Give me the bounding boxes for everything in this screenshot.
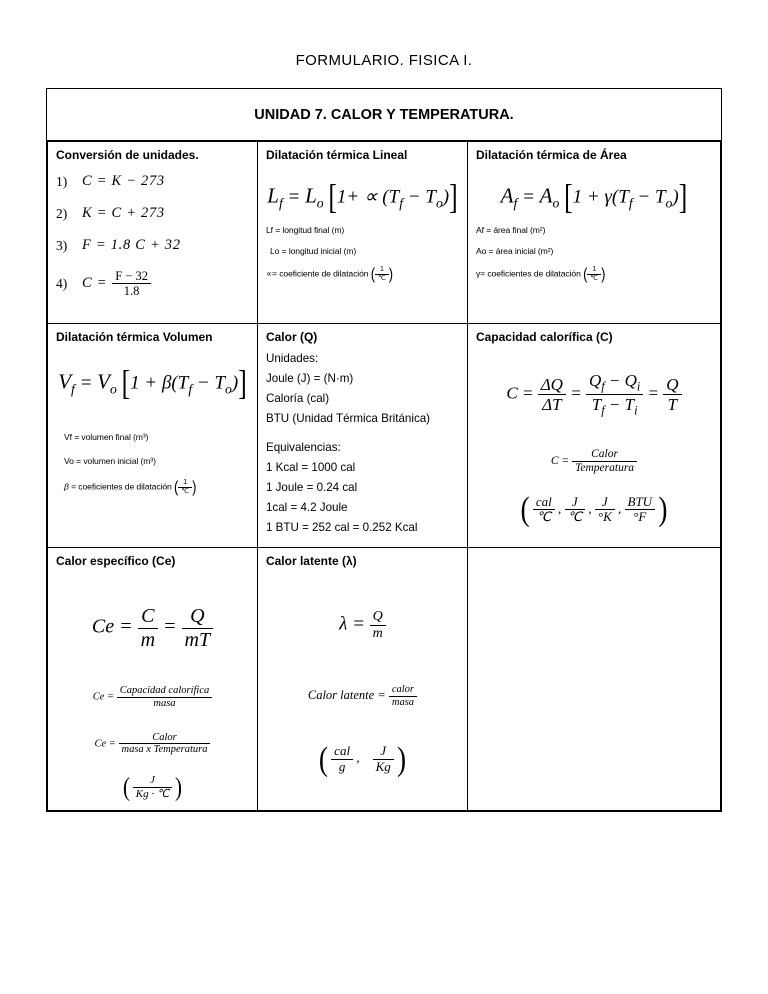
cell-conversion-de-unidades	[48, 142, 258, 324]
item-number: 2)	[56, 205, 68, 221]
units-capacidad: ( $\frac{\text{cal}}{℃}$ , $\frac{J}{℃}$ , $\frac{J}{^\circ K}$ , $\frac{\text{BTU}}{^\circ F}$ )	[520, 490, 668, 528]
fraction: $\frac{Q_f - Q_i}{T_f - T_i}$	[586, 371, 643, 418]
cell-title-conversion: Conversión de unidades.	[56, 148, 199, 162]
item-equation-lhs: C =	[82, 275, 108, 291]
item-number: 3)	[56, 237, 68, 253]
legend-area	[476, 224, 712, 283]
fraction: $\frac{Q}{T}$	[663, 375, 681, 414]
cell-dilatacion-lineal	[257, 142, 467, 324]
line-blank	[266, 429, 459, 438]
fraction: $\frac{1}{℃}$	[587, 266, 601, 283]
units-especifico: ( $\frac{J}{Kg \cdot ℃}$ )	[123, 771, 182, 802]
legend-line: Ao = área inicial (m²)	[475, 246, 554, 257]
fraction: $\frac{\text{cal}}{℃}$	[533, 495, 555, 525]
line: 1 Kcal = 1000 cal	[265, 460, 356, 474]
table-row	[48, 142, 721, 324]
cell-calor-especifico	[48, 548, 258, 810]
fraction-denominator: 1.8	[112, 283, 151, 298]
line: 1 Joule = 0.24 cal	[265, 480, 358, 494]
item-equation: C = K − 273	[82, 173, 165, 189]
cell-title-volumen: Dilatación térmica Volumen	[56, 330, 213, 344]
formulary-table	[46, 88, 722, 812]
cell-title-capacidad: Capacidad calorífica (C)	[475, 330, 613, 344]
fraction: $\frac{J}{Kg \cdot ℃}$	[133, 774, 172, 800]
legend-line: Af = área final (m²)	[475, 225, 546, 236]
fraction	[112, 269, 151, 298]
fraction: $\frac{\text{cal}}{g}$	[331, 744, 353, 774]
fraction: $\frac{J}{℃}$	[565, 495, 586, 525]
fraction: $\frac{\text{Calor}}{\text{Temperatura}}$	[572, 448, 637, 475]
legend-line: Lo = longitud inicial (m)	[269, 246, 357, 257]
fraction: $\frac{\text{Capacidad calorífica}}{\text{masa}}$	[117, 685, 213, 710]
legend-volumen	[64, 431, 249, 496]
unit-header: UNIDAD 7. CALOR Y TEMPERATURA.	[47, 89, 721, 141]
fraction: $\frac{Q}{m}$	[370, 609, 386, 641]
cell-title-especifico: Calor específico (Ce)	[56, 554, 176, 569]
fraction: $\frac{\text{Calor}}{\text{masa x Temperatura}}$	[119, 732, 211, 757]
units-latente: ( $\frac{\text{cal}}{g}$ , $\frac{J}{Kg}$ )	[318, 739, 407, 778]
cell-dilatacion-area	[467, 142, 720, 324]
table-row	[48, 548, 721, 810]
formula-latente-2: Calor latente = $\frac{\text{calor}}{\text{masa}}$	[266, 684, 459, 709]
formula-volumen: $V_f = V_o$ $[1 + \beta(T_f - T_o)]$	[58, 363, 247, 403]
line: Unidades:	[265, 352, 319, 365]
cell-title-latente: Calor latente (λ)	[265, 554, 357, 569]
item-equation: K = C + 273	[82, 205, 165, 221]
list-item	[56, 269, 249, 298]
formula-capacidad: C = $\frac{\Delta Q}{\Delta T}$ = $\frac{Q_f - Q_i}{T_f - T_i}$ = $\frac{Q}{T}$	[476, 371, 712, 418]
list-item	[56, 173, 249, 190]
cell-calor-latente	[257, 548, 467, 810]
fraction: $\frac{\text{BTU}}{^\circ F}$	[625, 495, 656, 525]
formula-area: $A_f = A_o$ $[1 + \gamma(T_f - T_o)]$	[500, 177, 688, 217]
legend-line: β = coeficientes de dilatación ( $\frac{1}{℃}$ )	[64, 477, 197, 496]
table-row	[48, 324, 721, 548]
item-number: 1)	[56, 173, 68, 189]
line: Caloría (cal)	[265, 391, 330, 405]
legend-lineal	[266, 224, 459, 283]
legend-line: ∝= coeficiente de dilatación ( $\frac{1}{℃}$ )	[265, 264, 393, 283]
fraction-numerator: F − 32	[115, 269, 148, 283]
list-item	[56, 205, 249, 222]
legend-line: Vo = volumen inicial (m³)	[64, 456, 156, 467]
fraction: $\frac{J}{Kg}$	[373, 744, 394, 774]
formula-lineal: $L_f = L_o$ $[1+ \propto (T_f - T_o)]$	[267, 177, 458, 217]
formula-latente: λ = $\frac{Q}{m}$	[266, 609, 459, 641]
formula-especifico-3: Ce = $\frac{\text{Calor}}{\text{masa x Temperatura}}$	[56, 732, 249, 757]
legend-line: Lf = longitud final (m)	[265, 225, 345, 236]
page-title: FORMULARIO. FISICA I.	[295, 52, 473, 69]
fraction: $\frac{Q}{mT}$	[182, 605, 214, 651]
line: Joule (J) = (N·m)	[265, 371, 354, 385]
item-number: 4)	[56, 275, 68, 291]
fraction: $\frac{C}{m}$	[138, 605, 158, 651]
cell-empty	[467, 548, 720, 810]
legend-line: Vf = volumen final (m³)	[64, 432, 149, 443]
fraction: $\frac{1}{℃}$	[375, 266, 389, 283]
cell-title-lineal: Dilatación térmica Lineal	[265, 148, 408, 162]
calor-lines	[266, 349, 459, 537]
line: 1 BTU = 252 cal = 0.252 Kcal	[265, 520, 418, 534]
fraction: $\frac{\Delta Q}{\Delta T}$	[538, 375, 566, 414]
conversion-list	[56, 173, 249, 298]
cell-title-area: Dilatación térmica de Área	[475, 148, 627, 162]
line: 1cal = 4.2 Joule	[265, 500, 348, 514]
cell-dilatacion-volumen	[48, 324, 258, 548]
item-equation: F = 1.8 C + 32	[82, 237, 181, 253]
cell-capacidad-calorifica	[467, 324, 720, 548]
line: Equivalencias:	[265, 440, 341, 454]
formula-grid	[47, 141, 721, 811]
cell-calor	[257, 324, 467, 548]
line: BTU (Unidad Térmica Británica)	[265, 411, 431, 425]
formula-capacidad-2: C = $\frac{\text{Calor}}{\text{Temperatura}}$	[476, 448, 712, 475]
fraction: $\frac{\text{calor}}{\text{masa}}$	[389, 684, 417, 709]
formula-especifico-2: Ce = $\frac{\text{Capacidad calorífica}}{\text{masa}}$	[56, 685, 249, 710]
formula-especifico: Ce = $\frac{C}{m}$ = $\frac{Q}{mT}$	[56, 605, 249, 651]
legend-line: γ= coeficientes de dilatación ( $\frac{1}{℃}$ )	[475, 264, 606, 283]
list-item	[56, 237, 249, 254]
cell-title-calor: Calor (Q)	[265, 330, 318, 344]
fraction: $\frac{1}{℃}$	[178, 479, 192, 496]
fraction: $\frac{J}{^\circ K}$	[595, 495, 615, 525]
